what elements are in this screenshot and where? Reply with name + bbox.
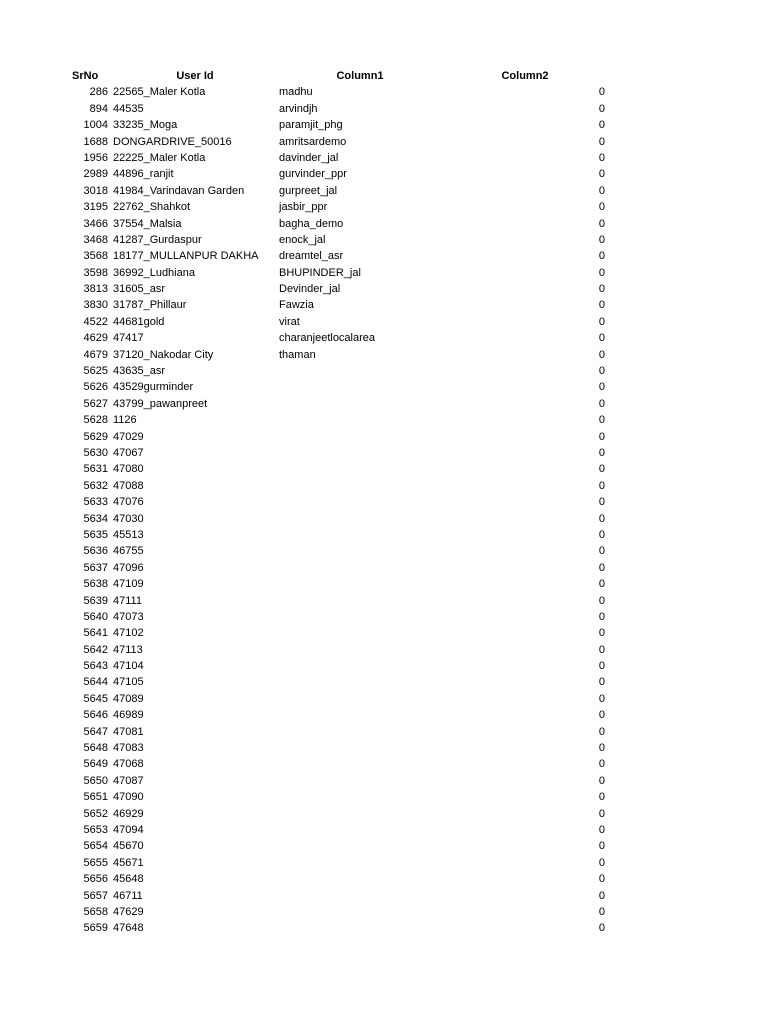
cell-user-id: 44896_ranjit [113,168,174,181]
cell-column2: 0 [598,397,605,410]
table-row [0,888,768,904]
cell-column2: 0 [598,512,605,525]
table-row [0,593,768,609]
cell-srno: 5645 [83,692,108,705]
cell-user-id: 45513 [113,528,144,541]
cell-user-id: 44681gold [113,315,165,328]
cell-user-id: 37554_Malsia [113,217,182,230]
header-column1: Column1 [336,70,384,82]
table-header-row [0,68,768,84]
cell-column2: 0 [598,365,605,378]
cell-srno: 5631 [83,463,108,476]
cell-column2: 0 [598,151,605,164]
cell-column1: Fawzia [279,299,314,312]
cell-user-id: 18177_MULLANPUR DAKHA [113,250,259,263]
cell-srno: 5640 [83,610,108,623]
cell-column2: 0 [598,823,605,836]
cell-user-id: 47105 [113,676,144,689]
cell-column2: 0 [598,414,605,427]
table-row [0,101,768,117]
cell-srno: 5646 [83,709,108,722]
cell-srno: 5634 [83,512,108,525]
cell-srno: 5627 [83,397,108,410]
cell-column2: 0 [598,856,605,869]
cell-srno: 5653 [83,823,108,836]
cell-user-id: 47073 [113,610,144,623]
cell-user-id: 46711 [113,889,143,902]
table-row [0,511,768,527]
cell-srno: 3568 [83,250,108,263]
cell-user-id: 47109 [113,578,144,591]
table-row [0,625,768,641]
cell-user-id: 46989 [113,709,144,722]
cell-srno: 1688 [83,135,108,148]
cell-user-id: DONGARDRIVE_50016 [113,135,232,148]
cell-srno: 5639 [83,594,108,607]
table-row [0,560,768,576]
table-row [0,789,768,805]
cell-column2: 0 [598,905,605,918]
cell-user-id: 43529gurminder [113,381,194,394]
cell-column2: 0 [598,102,605,115]
table-row [0,265,768,281]
cell-column1: enock_jal [279,233,326,246]
cell-srno: 4679 [83,348,108,361]
cell-user-id: 41287_Gurdaspur [113,233,202,246]
cell-column2: 0 [598,873,605,886]
cell-user-id: 47090 [113,791,144,804]
cell-user-id: 36992_Ludhiana [113,266,195,279]
table-row [0,117,768,133]
cell-column2: 0 [598,332,605,345]
table-row [0,478,768,494]
cell-user-id: 47629 [113,905,144,918]
cell-srno: 4522 [83,315,108,328]
cell-srno: 5650 [83,774,108,787]
cell-column2: 0 [598,168,605,181]
cell-srno: 3598 [83,266,108,279]
cell-column1: dreamtel_asr [279,250,344,263]
cell-column2: 0 [598,496,605,509]
cell-column2: 0 [598,299,605,312]
cell-column2: 0 [598,594,605,607]
cell-column2: 0 [598,578,605,591]
cell-user-id: 43635_asr [113,365,165,378]
cell-user-id: 47094 [113,823,144,836]
cell-column2: 0 [598,266,605,279]
cell-column1: gurpreet_jal [279,184,338,197]
spreadsheet-table [0,68,768,937]
cell-column2: 0 [598,791,605,804]
table-row [0,429,768,445]
table-row [0,642,768,658]
cell-user-id: 41984_Varindavan Garden [113,184,245,197]
table-row [0,773,768,789]
table-row [0,134,768,150]
cell-column2: 0 [598,446,605,459]
cell-column2: 0 [598,627,605,640]
table-row [0,658,768,674]
table-row [0,166,768,182]
table-row [0,281,768,297]
cell-srno: 5658 [83,905,108,918]
cell-column2: 0 [598,348,605,361]
table-row [0,707,768,723]
cell-srno: 894 [89,102,108,115]
cell-column2: 0 [598,233,605,246]
cell-column2: 0 [598,184,605,197]
table-row [0,183,768,199]
table-row [0,396,768,412]
cell-user-id: 47080 [113,463,144,476]
table-row [0,314,768,330]
table-row [0,232,768,248]
cell-column1: arvindjh [279,102,318,115]
cell-column2: 0 [598,692,605,705]
cell-srno: 5633 [83,496,108,509]
table-row [0,543,768,559]
cell-column1: jasbir_ppr [279,201,328,214]
cell-srno: 3813 [83,283,108,296]
cell-user-id: 22565_Maler Kotla [113,86,206,99]
cell-srno: 5637 [83,561,108,574]
cell-column1: thaman [279,348,316,361]
cell-user-id: 45671 [113,856,144,869]
cell-user-id: 43799_pawanpreet [113,397,208,410]
cell-srno: 5629 [83,430,108,443]
cell-user-id: 47088 [113,479,144,492]
cell-srno: 5656 [83,873,108,886]
cell-user-id: 47068 [113,758,144,771]
table-row [0,806,768,822]
cell-srno: 4629 [83,332,108,345]
table-row [0,461,768,477]
cell-srno: 3018 [83,184,108,197]
cell-column2: 0 [598,774,605,787]
cell-column2: 0 [598,561,605,574]
cell-user-id: 47087 [113,774,144,787]
cell-srno: 5628 [83,414,108,427]
cell-column1: BHUPINDER_jal [279,266,361,279]
table-row [0,494,768,510]
cell-user-id: 46755 [113,545,144,558]
table-row [0,84,768,100]
cell-column2: 0 [598,463,605,476]
cell-user-id: 47067 [113,446,144,459]
cell-column2: 0 [598,430,605,443]
cell-user-id: 33235_Moga [113,119,178,132]
table-row [0,412,768,428]
cell-column2: 0 [598,119,605,132]
cell-srno: 3466 [83,217,108,230]
table-row [0,216,768,232]
cell-srno: 5654 [83,840,108,853]
table-row [0,445,768,461]
cell-srno: 5648 [83,742,108,755]
cell-srno: 5659 [83,922,108,935]
cell-column2: 0 [598,217,605,230]
cell-column2: 0 [598,545,605,558]
cell-user-id: 45670 [113,840,144,853]
cell-user-id: 47648 [113,922,144,935]
table-row [0,756,768,772]
cell-user-id: 47111 [113,594,142,607]
cell-column1: gurvinder_ppr [279,168,347,181]
table-row [0,871,768,887]
cell-srno: 5651 [83,791,108,804]
header-srno: SrNo [72,70,99,82]
cell-column1: charanjeetlocalarea [279,332,376,345]
cell-column2: 0 [598,709,605,722]
table-row [0,740,768,756]
cell-column2: 0 [598,86,605,99]
table-row [0,248,768,264]
header-column2: Column2 [501,70,549,82]
cell-column1: madhu [279,86,313,99]
cell-column1: amritsardemo [279,135,347,148]
cell-user-id: 47083 [113,742,144,755]
cell-column1: virat [279,315,300,328]
cell-user-id: 31787_Phillaur [113,299,187,312]
cell-srno: 3468 [83,233,108,246]
cell-column2: 0 [598,381,605,394]
cell-user-id: 46929 [113,807,144,820]
cell-srno: 5638 [83,578,108,591]
cell-user-id: 47113 [113,643,143,656]
cell-srno: 5641 [83,627,108,640]
table-body [0,84,768,936]
table-row [0,609,768,625]
cell-column2: 0 [598,922,605,935]
cell-srno: 5632 [83,479,108,492]
cell-column2: 0 [598,479,605,492]
cell-column2: 0 [598,283,605,296]
cell-column2: 0 [598,528,605,541]
cell-user-id: 45648 [113,873,144,886]
cell-srno: 5644 [83,676,108,689]
cell-user-id: 47102 [113,627,144,640]
cell-srno: 5643 [83,660,108,673]
cell-srno: 5642 [83,643,108,656]
cell-user-id: 44535 [113,102,144,115]
table-row [0,724,768,740]
table-row [0,297,768,313]
cell-column2: 0 [598,315,605,328]
table-row [0,199,768,215]
cell-column2: 0 [598,643,605,656]
cell-column2: 0 [598,135,605,148]
cell-srno: 5636 [83,545,108,558]
table-row [0,576,768,592]
cell-column2: 0 [598,742,605,755]
cell-user-id: 47076 [113,496,144,509]
cell-srno: 286 [89,86,108,99]
cell-user-id: 47081 [113,725,144,738]
cell-column1: Devinder_jal [279,283,341,296]
cell-srno: 3195 [83,201,108,214]
table-row [0,855,768,871]
cell-srno: 5655 [83,856,108,869]
cell-srno: 5649 [83,758,108,771]
cell-column2: 0 [598,725,605,738]
cell-user-id: 47417 [113,332,144,345]
cell-srno: 5635 [83,528,108,541]
cell-column2: 0 [598,610,605,623]
table-row [0,347,768,363]
cell-srno: 5657 [83,889,108,902]
header-user-id: User Id [176,70,214,82]
cell-user-id: 22225_Maler Kotla [113,151,206,164]
cell-column2: 0 [598,807,605,820]
cell-column2: 0 [598,250,605,263]
table-row [0,379,768,395]
cell-column2: 0 [598,840,605,853]
cell-srno: 2989 [83,168,108,181]
table-row [0,920,768,936]
cell-srno: 5652 [83,807,108,820]
table-row [0,822,768,838]
cell-srno: 5625 [83,365,108,378]
table-row [0,674,768,690]
cell-column1: bagha_demo [279,217,344,230]
cell-user-id: 1126 [113,414,137,427]
cell-srno: 5647 [83,725,108,738]
cell-column2: 0 [598,660,605,673]
cell-srno: 5630 [83,446,108,459]
cell-srno: 1004 [83,119,108,132]
cell-user-id: 47089 [113,692,144,705]
table-row [0,527,768,543]
table-row [0,838,768,854]
cell-user-id: 47030 [113,512,144,525]
cell-user-id: 47096 [113,561,144,574]
cell-column2: 0 [598,889,605,902]
cell-column1: davinder_jal [279,151,339,164]
cell-user-id: 47104 [113,660,144,673]
table-row [0,363,768,379]
table-row [0,330,768,346]
cell-srno: 3830 [83,299,108,312]
cell-user-id: 37120_Nakodar City [113,348,214,361]
cell-column1: paramjit_phg [279,119,343,132]
table-row [0,150,768,166]
cell-column2: 0 [598,201,605,214]
table-row [0,904,768,920]
cell-user-id: 31605_asr [113,283,165,296]
table-row [0,691,768,707]
cell-column2: 0 [598,758,605,771]
cell-user-id: 22762_Shahkot [113,201,191,214]
cell-srno: 5626 [83,381,108,394]
cell-srno: 1956 [83,151,108,164]
cell-column2: 0 [598,676,605,689]
cell-user-id: 47029 [113,430,144,443]
